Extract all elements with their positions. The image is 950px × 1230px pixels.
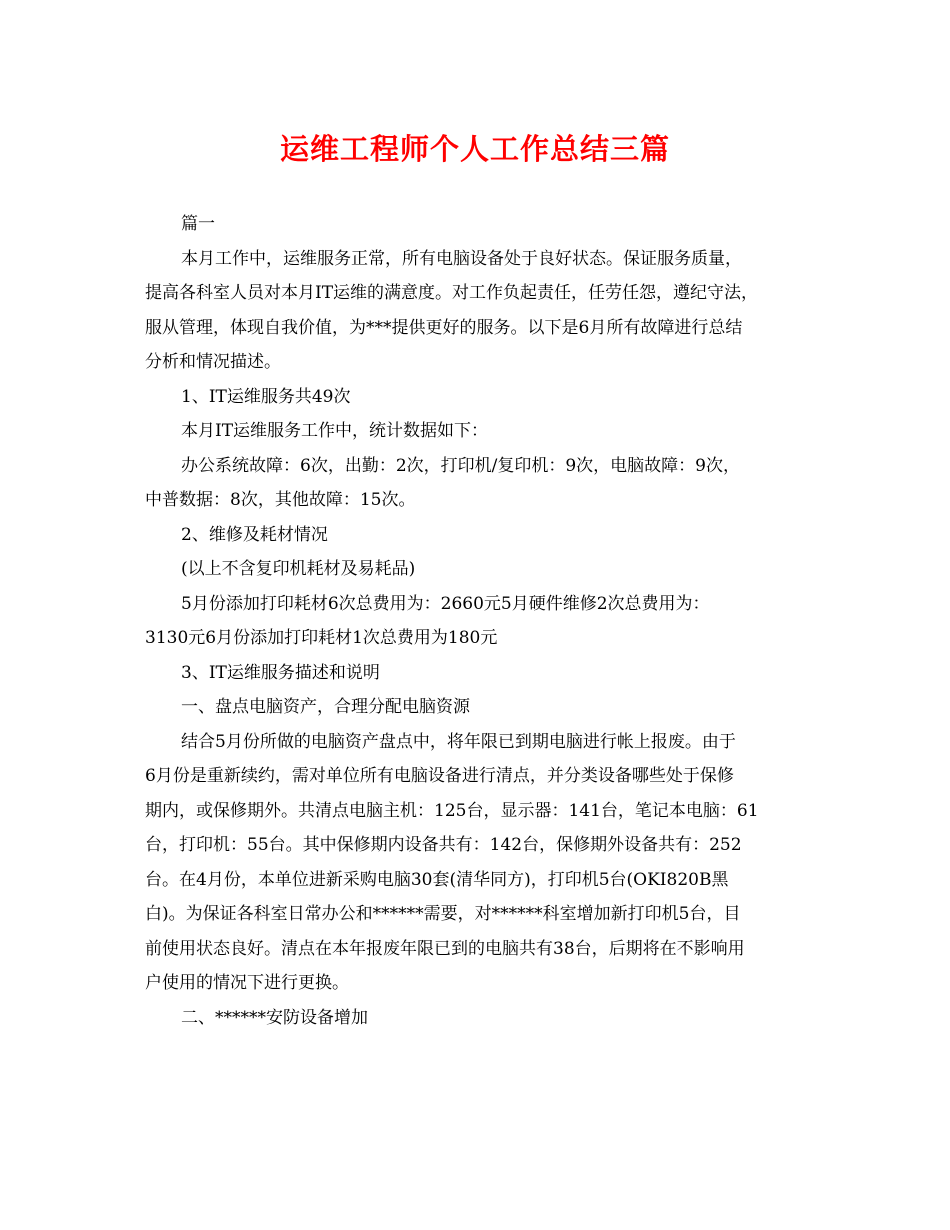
text-line: 户使用的情况下进行更换。	[145, 973, 349, 993]
text-line: 3130元6月份添加打印耗材1次总费用为180元	[145, 628, 498, 648]
text-line: (以上不含复印机耗材及易耗品)	[181, 559, 416, 579]
text-line: 本月IT运维服务工作中，统计数据如下：	[181, 421, 489, 441]
paragraph	[145, 725, 807, 1001]
paragraph	[145, 449, 807, 518]
paragraph	[145, 518, 807, 553]
text-line: 服从管理，体现自我价值，为***提供更好的服务。以下是6月所有故障进行总结	[145, 317, 743, 338]
text-line: 一、盘点电脑资产，合理分配电脑资源	[181, 697, 470, 717]
paragraph	[145, 207, 807, 242]
text-line: 办公系统故障：6次，出勤：2次，打印机/复印机：9次，电脑故障：9次，	[181, 455, 740, 476]
text-line: 分析和情况描述。	[145, 352, 281, 372]
paragraph	[145, 656, 807, 691]
paragraph	[145, 242, 807, 380]
text-line: 二、******安防设备增加	[181, 1007, 368, 1028]
text-line: 中普数据：8次，其他故障：15次。	[145, 490, 416, 510]
paragraph	[145, 552, 807, 587]
document-body	[145, 207, 807, 1035]
text-line: 3、IT运维服务描述和说明	[181, 662, 380, 683]
text-line: 结合5月份所做的电脑资产盘点中，将年限已到期电脑进行帐上报废。由于	[181, 731, 736, 752]
paragraph	[145, 690, 807, 725]
text-line: 期内，或保修期外。共清点电脑主机：125台，显示器：141台，笔记本电脑：61	[145, 800, 759, 821]
text-line: 提高各科室人员对本月IT运维的满意度。对工作负起责任，任劳任怨，遵纪守法，	[145, 283, 759, 303]
paragraph	[145, 380, 807, 415]
text-line: 台。在4月份，本单位进新采购电脑30套(清华同方)，打印机5台(OKI820B黑	[145, 869, 729, 890]
text-line: 2、维修及耗材情况	[181, 524, 328, 545]
text-line: 篇一	[181, 214, 215, 234]
text-line: 前使用状态良好。清点在本年报废年限已到的电脑共有38台，后期将在不影响用	[145, 938, 745, 959]
text-line: 1、IT运维服务共49次	[181, 386, 351, 407]
paragraph	[145, 414, 807, 449]
text-line: 5月份添加打印耗材6次总费用为：2660元5月硬件维修2次总费用为：	[181, 593, 710, 614]
paragraph	[145, 1001, 807, 1036]
paragraph	[145, 587, 807, 656]
document-title: 运维工程师个人工作总结三篇	[279, 132, 670, 166]
text-line: 本月工作中，运维服务正常，所有电脑设备处于良好状态。保证服务质量，	[181, 248, 742, 269]
text-line: 台，打印机：55台。其中保修期内设备共有：142台，保修期外设备共有：252	[145, 835, 742, 855]
text-line: 白)。为保证各科室日常办公和******需要，对******科室增加新打印机5台，目	[145, 904, 741, 924]
text-line: 6月份是重新续约，需对单位所有电脑设备进行清点，并分类设备哪些处于保修	[145, 766, 734, 786]
